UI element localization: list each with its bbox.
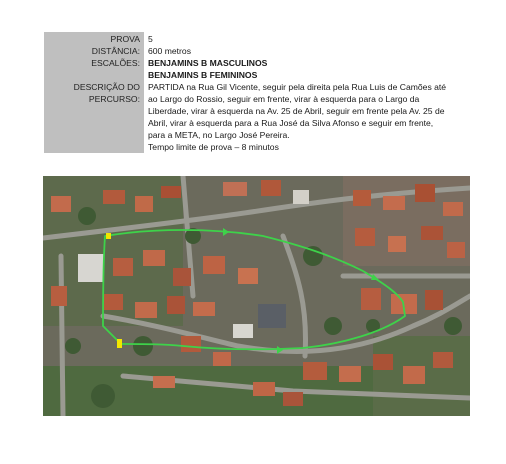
finish-marker [106,233,111,239]
descricao-label [44,81,144,153]
route-map [43,176,470,416]
row-prova [44,32,462,45]
descricao-line: Abril, virar à esquerda para a Rua José da Silva Afonso e seguir em frente, [148,118,434,128]
distancia-value: 600 metros [144,45,462,57]
descricao-line: ao Largo do Rossio, seguir em frente, virar à esquerda para o Largo da [148,94,420,104]
row-descricao [44,81,462,153]
descricao-text [144,81,462,153]
escaloes-values [144,57,462,81]
escaloes-label: ESCALÕES: [44,57,144,81]
distancia-label: DISTÂNCIA: [44,45,144,57]
race-info-table [44,32,462,153]
satellite-map-image [43,176,470,416]
row-distancia [44,45,462,57]
descricao-label-line2: PERCURSO: [88,94,140,104]
descricao-label-line1: DESCRIÇÃO DO [73,82,140,92]
prova-label: PROVA [44,32,144,45]
descricao-line: Liberdade, virar à esquerda na Av. 25 de Abril, seguir em frente pela Av. 25 de [148,106,445,116]
start-marker [117,339,122,348]
escalao-masculinos: BENJAMINS B MASCULINOS [148,58,268,68]
tempo-limite-line: Tempo limite de prova – 8 minutos [148,142,279,152]
descricao-line: para a META, no Largo José Pereira. [148,130,290,140]
escalao-femininos: BENJAMINS B FEMININOS [148,70,258,80]
prova-value: 5 [144,32,462,45]
row-escaloes [44,57,462,81]
descricao-line: PARTIDA na Rua Gil Vicente, seguir pela direita pela Rua Luis de Camões até [148,82,447,92]
